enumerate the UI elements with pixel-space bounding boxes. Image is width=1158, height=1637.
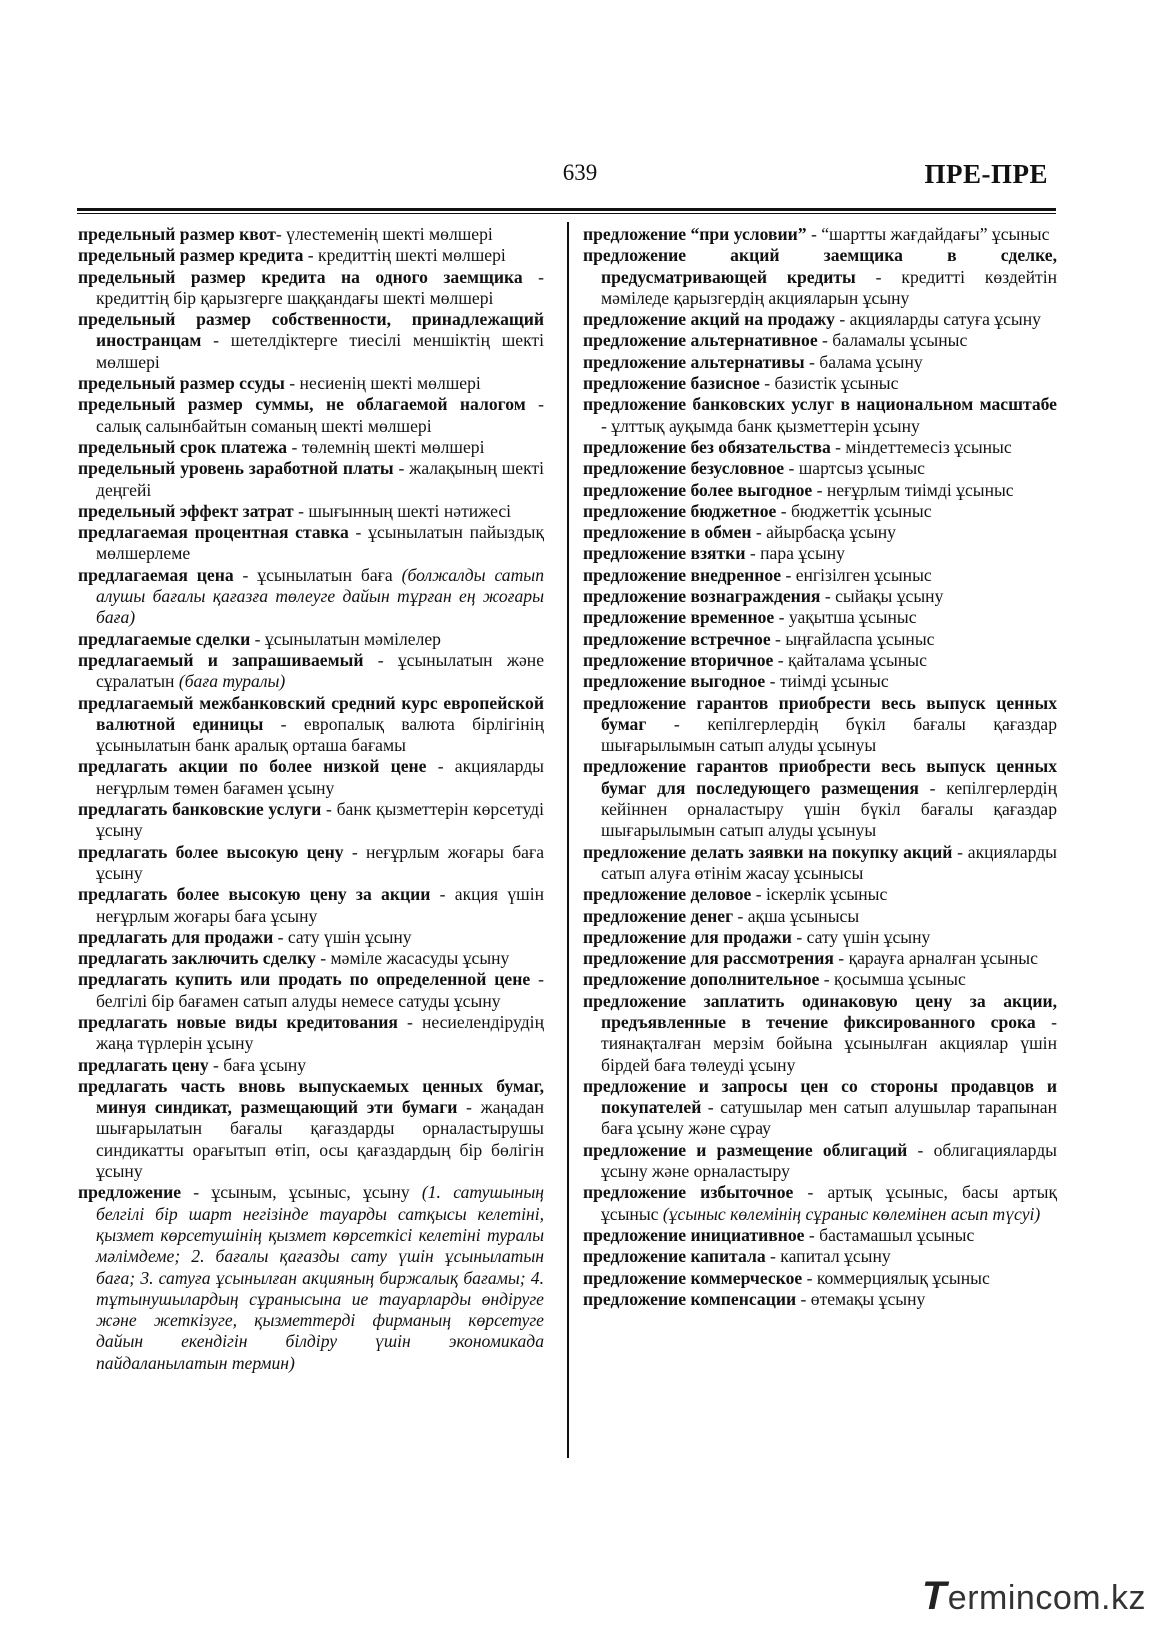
entry-note: (болжалды сатып алушы бағалы қағазға төлеуге дайын тұрған ең жоғары баға)	[96, 564, 545, 628]
entry-term: предлагать цену	[78, 1054, 209, 1075]
entry-separator: -	[830, 436, 846, 457]
entry-separator: -	[733, 905, 748, 926]
dictionary-entry	[583, 650, 1057, 671]
header-rule-thin	[77, 213, 1056, 214]
entry-separator: -	[802, 1267, 817, 1288]
dictionary-entry	[78, 927, 544, 948]
dictionary-entry	[583, 948, 1057, 969]
dictionary-entry	[583, 1268, 1057, 1289]
dictionary-entry	[78, 309, 544, 373]
entry-separator: -	[773, 649, 788, 670]
dictionary-entry	[583, 927, 1057, 948]
entry-term: предлагать акции по более низкой цене	[78, 756, 427, 777]
entry-term: предложение заплатить одинаковую цену за акции, предъявленные в течение фиксированного срока	[583, 990, 1057, 1032]
entry-separator: -	[284, 373, 300, 394]
entry-separator: -	[765, 1246, 781, 1267]
entry-term: предложение и размещение облигаций	[583, 1139, 908, 1160]
dictionary-entry	[583, 309, 1057, 330]
entry-separator: -	[343, 841, 366, 862]
entry-definition: ұсынылатын және сұралатын	[96, 649, 545, 692]
entry-separator: -	[275, 224, 287, 244]
dictionary-entry	[78, 224, 544, 245]
entry-term: предлагать более высокую цену	[78, 841, 344, 862]
entry-definition: қайталама ұсыныс	[787, 649, 927, 670]
entry-separator: -	[363, 649, 398, 670]
dictionary-entry	[78, 884, 544, 927]
entry-term: предлагаемые сделки	[78, 628, 251, 649]
entry-separator: -	[430, 884, 455, 905]
entry-separator: -	[918, 777, 947, 798]
dictionary-entry	[583, 1246, 1057, 1267]
dictionary-entry	[583, 458, 1057, 479]
entry-separator: -	[907, 1139, 934, 1160]
dictionary-entry	[78, 394, 544, 437]
dictionary-entry	[583, 756, 1057, 841]
entry-separator: -	[819, 969, 835, 990]
entry-term: предельный размер кредита на одного заемщика	[78, 266, 523, 287]
entry-definition: кепілгерлердің бүкіл бағалы қағаздар шығарылымын сатып алуды ұсынуы	[601, 713, 1058, 756]
watermark-logo	[917, 1574, 1146, 1619]
entry-separator: -	[393, 458, 410, 479]
entry-separator: -	[834, 309, 850, 330]
entry-definition: бастамашыл ұсыныс	[819, 1224, 975, 1245]
right-column	[583, 224, 1057, 1310]
dictionary-entry	[78, 629, 544, 650]
entry-separator: -	[774, 607, 789, 628]
entry-separator: -	[426, 756, 455, 777]
entry-term: предложение более выгодное	[583, 479, 813, 500]
dictionary-entry	[78, 842, 544, 885]
entry-term: предельный уровень заработной платы	[78, 458, 394, 479]
entry-term: предложение банковских услуг в национальном масштабе	[583, 394, 1057, 415]
dictionary-entry	[583, 607, 1057, 628]
entry-definition: кредиттің шекті мөлшері	[318, 245, 506, 266]
entry-definition: капитал ұсыну	[780, 1246, 891, 1267]
dictionary-entry	[583, 1076, 1057, 1140]
entry-separator: -	[751, 884, 767, 905]
entry-definition: айырбасқа ұсыну	[766, 522, 896, 543]
entry-separator: -	[701, 1097, 721, 1118]
entry-definition: коммерциялық ұсыныс	[816, 1267, 990, 1288]
entry-term: предложение акций заемщика в сделке, предусматривающей кредиты	[583, 245, 1057, 287]
dictionary-entry	[78, 522, 544, 565]
entry-separator: -	[181, 1182, 212, 1203]
entry-definition: іскерлік ұсыныс	[766, 884, 888, 905]
entry-separator: -	[457, 1097, 481, 1118]
entry-definition: белгілі бір бағамен сатып алуды немесе сатуды ұсыну	[96, 990, 501, 1011]
entry-definition: тиімді ұсыныс	[779, 671, 889, 692]
entry-separator: -	[855, 266, 902, 287]
dictionary-entry	[583, 586, 1057, 607]
entry-term: предложение капитала	[583, 1246, 766, 1267]
entry-definition: неғұрлым тиімді ұсыныс	[826, 479, 1014, 500]
entry-term: предложение гарантов приобрести весь выпуск ценных бумаг для последующего размещения	[583, 756, 1057, 798]
entry-term: предельный размер собственности, принадлежащий иностранцам	[78, 309, 544, 351]
dictionary-entry	[78, 969, 544, 1012]
dictionary-entry	[78, 501, 544, 522]
entry-term: предложение коммерческое	[583, 1267, 803, 1288]
dictionary-entry	[78, 437, 544, 458]
entry-definition: облигацияларды ұсыну және орналастыру	[601, 1139, 1058, 1182]
entry-separator: -	[796, 1288, 811, 1309]
entry-term: предлагать часть вновь выпускаемых ценных бумаг, минуя синдикат, размещающий эти бумаги	[78, 1075, 544, 1118]
entry-term: предлагаемая цена	[78, 564, 234, 585]
entry-term: предложение вознаграждения	[583, 586, 821, 607]
dictionary-entry	[583, 842, 1057, 885]
dictionary-entry	[583, 394, 1057, 437]
entry-term: предельный срок платежа	[78, 436, 288, 457]
entry-term: предельный размер ссуды	[78, 373, 285, 394]
running-head: ПРЕ-ПРЕ	[924, 159, 1048, 189]
dictionary-entry	[78, 693, 544, 757]
dictionary-entry	[78, 650, 544, 693]
entry-definition: акцияларды неғұрлым төмен бағамен ұсыну	[96, 756, 545, 798]
entry-term: предложение делать заявки на покупку акций	[583, 841, 953, 862]
entry-separator: -	[263, 713, 304, 734]
entry-term: предлагать новые виды кредитования	[78, 1011, 398, 1032]
column-divider	[567, 222, 569, 1458]
entry-separator: -	[287, 436, 302, 457]
entry-definition: кредитті көздейтін мәміледе қарызгердің акцияларын ұсыну	[601, 266, 1057, 308]
entry-term: предлагать банковские услуги	[78, 799, 322, 820]
dictionary-entry	[78, 1012, 544, 1055]
entry-definition: баға ұсыну	[223, 1054, 307, 1075]
entry-definition: төлемнің шекті мөлшері	[301, 436, 485, 457]
entry-definition: қарауға арналған ұсыныс	[848, 948, 1038, 969]
entry-term: предлагаемая процентная ставка	[78, 522, 349, 543]
dictionary-entry	[78, 373, 544, 394]
entry-definition: өтемақы ұсыну	[810, 1288, 926, 1309]
entry-definition: міндеттемесіз ұсыныс	[845, 436, 1012, 457]
dictionary-entry	[583, 1225, 1057, 1246]
entry-separator: -	[208, 1054, 224, 1075]
entry-definition: ұсынылатын баға	[257, 564, 393, 585]
entry-definition: ұсынылатын мәмілелер	[264, 628, 441, 649]
entry-definition: енгізілген ұсыныс	[795, 564, 932, 585]
dictionary-entry	[583, 884, 1057, 905]
entry-separator: -	[793, 1182, 828, 1203]
entry-separator: -	[273, 926, 288, 947]
dictionary-entry	[583, 671, 1057, 692]
page-number: 639	[562, 160, 598, 185]
entry-definition: сатушылар мен сатып алушылар тарапынан баға ұсыну және сұрау	[601, 1097, 1057, 1139]
entry-term: предложение выгодное	[583, 671, 766, 692]
entry-term: предложение взятки	[583, 543, 746, 564]
entry-separator: -	[765, 671, 780, 692]
entry-definition: балама ұсыну	[819, 351, 923, 372]
dictionary-entry	[583, 629, 1057, 650]
entry-term: предложение гарантов приобрести весь выпуск ценных бумаг	[583, 692, 1057, 734]
entry-definition: жалақының шекті деңгейі	[96, 458, 544, 500]
entry-separator: -	[751, 522, 767, 543]
left-column	[78, 224, 544, 1374]
entry-separator: -	[1035, 1011, 1057, 1032]
entry-separator: -	[806, 224, 822, 244]
entry-term: предельный размер кредита	[78, 245, 304, 266]
watermark-text: ermincom.kz	[947, 1579, 1146, 1617]
entry-separator: -	[601, 415, 612, 436]
entry-definition: кредиттің бір қарызгерге шаққандағы шекті мөлшері	[96, 287, 494, 308]
entry-definition: баламалы ұсыныс	[832, 330, 968, 351]
entry-separator: -	[784, 458, 799, 479]
entry-separator: -	[781, 564, 796, 585]
entry-separator: -	[833, 948, 849, 969]
entry-separator: -	[201, 330, 231, 351]
entry-term: предложение для рассмотрения	[583, 948, 834, 969]
entry-term: предложение вторичное	[583, 649, 774, 670]
entry-definition: тиянақталған мерзім бойына ұсынылған акциялар үшін бірдей баға төлеуді ұсыну	[601, 1033, 1057, 1075]
dictionary-entry	[583, 1289, 1057, 1310]
dictionary-entry	[78, 565, 544, 629]
entry-separator: -	[522, 266, 544, 287]
entry-note: (баға туралы)	[178, 671, 286, 692]
entry-separator: -	[817, 330, 833, 351]
entry-term: предложение без обязательства	[583, 436, 831, 457]
entry-definition: пара ұсыну	[760, 543, 845, 564]
entry-term: предложение компенсации	[583, 1288, 797, 1309]
entry-separator: -	[293, 500, 309, 521]
entry-term: предложение альтернативное	[583, 330, 818, 351]
dictionary-entry	[583, 501, 1057, 522]
entry-definition: бюджеттік ұсыныс	[790, 500, 932, 521]
dictionary-entry	[78, 245, 544, 266]
entry-term: предлагаемый межбанковский средний курс европейской валютной единицы	[78, 692, 544, 734]
entry-term: предложение	[78, 1182, 182, 1203]
entry-term: предложение инициативное	[583, 1224, 805, 1245]
entry-separator: -	[812, 479, 827, 500]
entry-definition: европалық валюта бірлігінің ұсынылатын банк аралық орташа бағамы	[96, 713, 545, 756]
entry-separator: -	[952, 841, 968, 862]
dictionary-entry	[78, 948, 544, 969]
entry-separator: -	[820, 586, 836, 607]
dictionary-entry	[583, 330, 1057, 351]
entry-definition: жаңадан шығарылатын бағалы қағаздарды орналастырушы синдикатты орағытып өтіп, осы қағаздардың бір бөлігін ұсыну	[96, 1097, 544, 1182]
dictionary-entry	[583, 1182, 1057, 1225]
dictionary-entry	[78, 1182, 544, 1374]
entry-separator: -	[348, 522, 369, 543]
entry-term: предлагать заключить сделку	[78, 948, 316, 969]
entry-definition: үлестеменің шекті мөлшері	[286, 224, 493, 244]
entry-term: предложение базисное	[583, 373, 760, 394]
entry-definition: акция үшін неғұрлым жоғары баға ұсыну	[96, 884, 544, 926]
dictionary-entry	[583, 565, 1057, 586]
entry-term: предложение акций на продажу	[583, 309, 835, 330]
header-rule-thick	[77, 208, 1056, 211]
entry-definition: несиелендірудің жаңа түрлерін ұсыну	[96, 1011, 544, 1054]
entry-term: предложение дополнительное	[583, 969, 820, 990]
dictionary-entry	[583, 969, 1057, 990]
entry-term: предлагать купить или продать по определенной цене	[78, 969, 531, 990]
dictionary-entry	[583, 480, 1057, 501]
entry-definition: ыңғайласпа ұсыныс	[785, 628, 935, 649]
entry-term: предложение для продажи	[583, 926, 792, 947]
entry-definition: банк қызметтерін көрсетуді ұсыну	[96, 799, 545, 841]
entry-definition: кепілгерлердің кейіннен орналастыру үшін бүкіл бағалы қағаздар шығарылымын сатып алуды ұсынуы	[601, 777, 1057, 841]
entry-definition: базистік ұсыныс	[774, 373, 899, 394]
entry-note: (1. сатушының белгілі бір шарт негізінде тауарды сатқысы келетіні, қызмет көрсетушінің қызмет көрсеткісі келетіні туралы мәлімдеме; 2. бағалы қағазды сату үшін ұсынылатын баға; 3. сатуға ұсынылған акцияның биржалық бағамы; 4. тұтынушылардың сұранысына ие тауарларды өндіруге және жеткізуге, қызметтерді фирманың көрсетуге дайын екендігін білдіру үшін экономикада пайдаланылатын термин)	[96, 1182, 545, 1373]
entry-term: предельный эффект затрат	[78, 500, 294, 521]
entry-term: предложение денег	[583, 905, 734, 926]
entry-term: предлагать для продажи	[78, 926, 274, 947]
entry-separator: -	[250, 628, 265, 649]
entry-definition: ақша ұсынысы	[747, 905, 860, 926]
dictionary-entry	[583, 352, 1057, 373]
dictionary-entry	[78, 756, 544, 799]
entry-term: предложение избыточное	[583, 1182, 794, 1203]
entry-separator: -	[770, 628, 786, 649]
entry-definition: акцияларды сатып алуға өтінім жасау ұсынысы	[601, 841, 1057, 883]
dictionary-entry	[583, 906, 1057, 927]
dictionary-entry	[583, 224, 1057, 245]
dictionary-entry	[583, 522, 1057, 543]
entry-definition: сыйақы ұсыну	[835, 586, 944, 607]
entry-term: предложение в обмен	[583, 522, 752, 543]
entry-separator: -	[804, 351, 820, 372]
entry-definition: неғұрлым жоғары баға ұсыну	[96, 841, 545, 883]
entry-definition: несиенің шекті мөлшері	[299, 373, 481, 394]
entry-definition: шетелдіктерге тиесілі меншіктің шекті мөлшері	[96, 330, 545, 372]
entry-term: предложение деловое	[583, 884, 752, 905]
entry-separator: -	[303, 245, 319, 266]
entry-separator: -	[776, 500, 791, 521]
entry-term: предложение и запросы цен со стороны продавцов и покупателей	[583, 1075, 1057, 1118]
entry-definition: акцияларды сатуға ұсыну	[849, 309, 1041, 330]
entry-term: предлагать более высокую цену за акции	[78, 884, 431, 905]
entry-definition: артық ұсыныс, басы артық ұсыныс	[601, 1182, 1057, 1224]
watermark-logo-mark: T	[917, 1574, 952, 1618]
dictionary-entry	[78, 1055, 544, 1076]
entry-term: предложение альтернативы	[583, 351, 805, 372]
entry-definition: сату үшін ұсыну	[287, 926, 412, 947]
dictionary-entry	[78, 1076, 544, 1182]
entry-definition: сату үшін ұсыну	[806, 926, 931, 947]
entry-definition: ұсыным, ұсыныс, ұсыну	[211, 1182, 410, 1203]
entry-term: предложение встречное	[583, 628, 771, 649]
entry-term: предложение временное	[583, 607, 775, 628]
entry-separator: -	[525, 394, 544, 415]
entry-term: предельный размер суммы, не облагаемой налогом	[78, 394, 526, 415]
entry-separator: -	[530, 969, 544, 990]
entry-definition: ұсынылатын пайыздық мөлшерлеме	[96, 522, 544, 564]
entry-separator: -	[759, 373, 775, 394]
entry-term: предложение внедренное	[583, 564, 782, 585]
entry-separator: -	[233, 564, 258, 585]
dictionary-entry	[583, 693, 1057, 757]
entry-definition: салық салынбайтын соманың шекті мөлшері	[96, 415, 432, 436]
dictionary-entry	[583, 245, 1057, 309]
entry-separator: -	[321, 799, 337, 820]
dictionary-entry	[78, 267, 544, 310]
entry-definition: “шартты жағдайдағы” ұсыныс	[821, 224, 1050, 244]
entry-definition: ұлттық ауқымда банк қызметтерін ұсыну	[611, 415, 920, 436]
entry-term: предложение бюджетное	[583, 500, 777, 521]
entry-definition: уақытша ұсыныс	[788, 607, 917, 628]
entry-note: (ұсыныс көлемінің сұраныс көлемінен асып түсуі)	[662, 1203, 1041, 1224]
entry-definition: шартсыз ұсыныс	[798, 458, 925, 479]
entry-term: предложение безусловное	[583, 458, 785, 479]
entry-separator: -	[646, 713, 708, 734]
entry-term: предлагаемый и запрашиваемый	[78, 649, 364, 670]
entry-term: предельный размер квот	[78, 224, 276, 244]
entry-separator: -	[745, 543, 761, 564]
dictionary-entry	[583, 1140, 1057, 1183]
entry-term: предложение “при условии”	[583, 224, 807, 244]
dictionary-entry	[583, 991, 1057, 1076]
dictionary-entry	[583, 373, 1057, 394]
entry-definition: мәміле жасасуды ұсыну	[330, 948, 510, 969]
dictionary-entry	[78, 799, 544, 842]
entry-definition: шығынның шекті нәтижесі	[308, 500, 512, 521]
entry-separator: -	[791, 926, 807, 947]
dictionary-entry	[583, 543, 1057, 564]
dictionary-entry	[583, 437, 1057, 458]
dictionary-entry	[78, 458, 544, 501]
entry-separator: -	[397, 1011, 422, 1032]
entry-definition: қосымша ұсыныс	[834, 969, 966, 990]
entry-separator: -	[804, 1224, 820, 1245]
entry-separator: -	[315, 948, 331, 969]
